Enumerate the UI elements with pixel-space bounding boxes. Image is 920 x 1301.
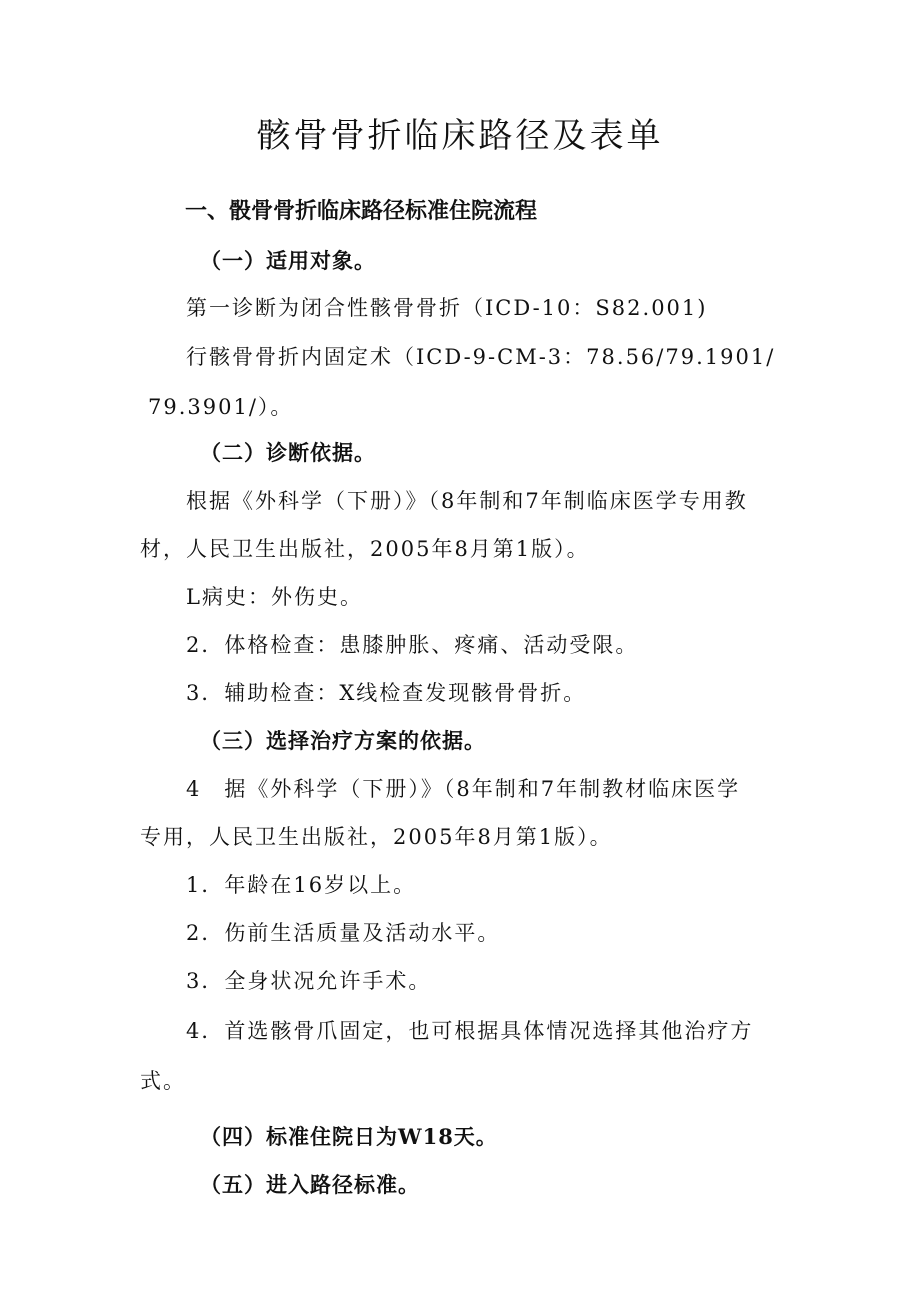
paragraph-diagnosis: 第一诊断为闭合性骸骨骨折（ICD-10：S82.001) xyxy=(186,296,708,320)
list-item-age: 1．年龄在16岁以上。 xyxy=(186,873,417,897)
paragraph-reference-line2: 材，人民卫生出版社，2005年8月第1版）。 xyxy=(140,537,590,561)
paragraph-treatment-ref-line1: 4 据《外科学（下册）》（8年制和7年制教材临床医学 xyxy=(186,777,741,801)
subsection-heading-diagnosis-basis: （二）诊断依据。 xyxy=(200,440,376,465)
subsection-heading-treatment-basis: （三）选择治疗方案的依据。 xyxy=(200,728,486,753)
list-item-physical-exam: 2．体格检查：患膝肿胀、疼痛、活动受限。 xyxy=(186,633,639,657)
list-item-fixation-line1: 4．首选骸骨爪固定，也可根据具体情况选择其他治疗方 xyxy=(186,1019,754,1043)
list-item-fixation-line2: 式。 xyxy=(140,1069,186,1093)
subsection-heading-pathway-criteria: （五）进入路径标准。 xyxy=(200,1172,420,1197)
paragraph-procedure-line2: 79.3901/）。 xyxy=(148,395,294,419)
list-item-history: L病史：外伤史。 xyxy=(186,585,363,609)
subsection-heading-hospital-days: （四）标准住院日为W18天。 xyxy=(200,1124,498,1149)
paragraph-treatment-ref-line2: 专用，人民卫生出版社，2005年8月第1版）。 xyxy=(140,825,613,849)
section-heading-1: 一、骰骨骨折临床路径标准住院流程 xyxy=(185,199,538,224)
subsection-heading-applicable: （一）适用对象。 xyxy=(200,248,376,273)
list-item-aux-exam: 3．辅助检查：X线检查发现骸骨骨折。 xyxy=(186,681,587,705)
document-title: 骸骨骨折临床路径及表单 xyxy=(256,116,664,156)
list-item-quality-of-life: 2．伤前生活质量及活动水平。 xyxy=(186,921,501,945)
paragraph-reference-line1: 根据《外科学（下册）》（8年制和7年制临床医学专用教 xyxy=(186,489,748,513)
list-item-general-condition: 3．全身状况允许手术。 xyxy=(186,969,432,993)
paragraph-procedure-line1: 行骸骨骨折内固定术（ICD-9-CM-3：78.56/79.1901/ xyxy=(186,345,776,369)
